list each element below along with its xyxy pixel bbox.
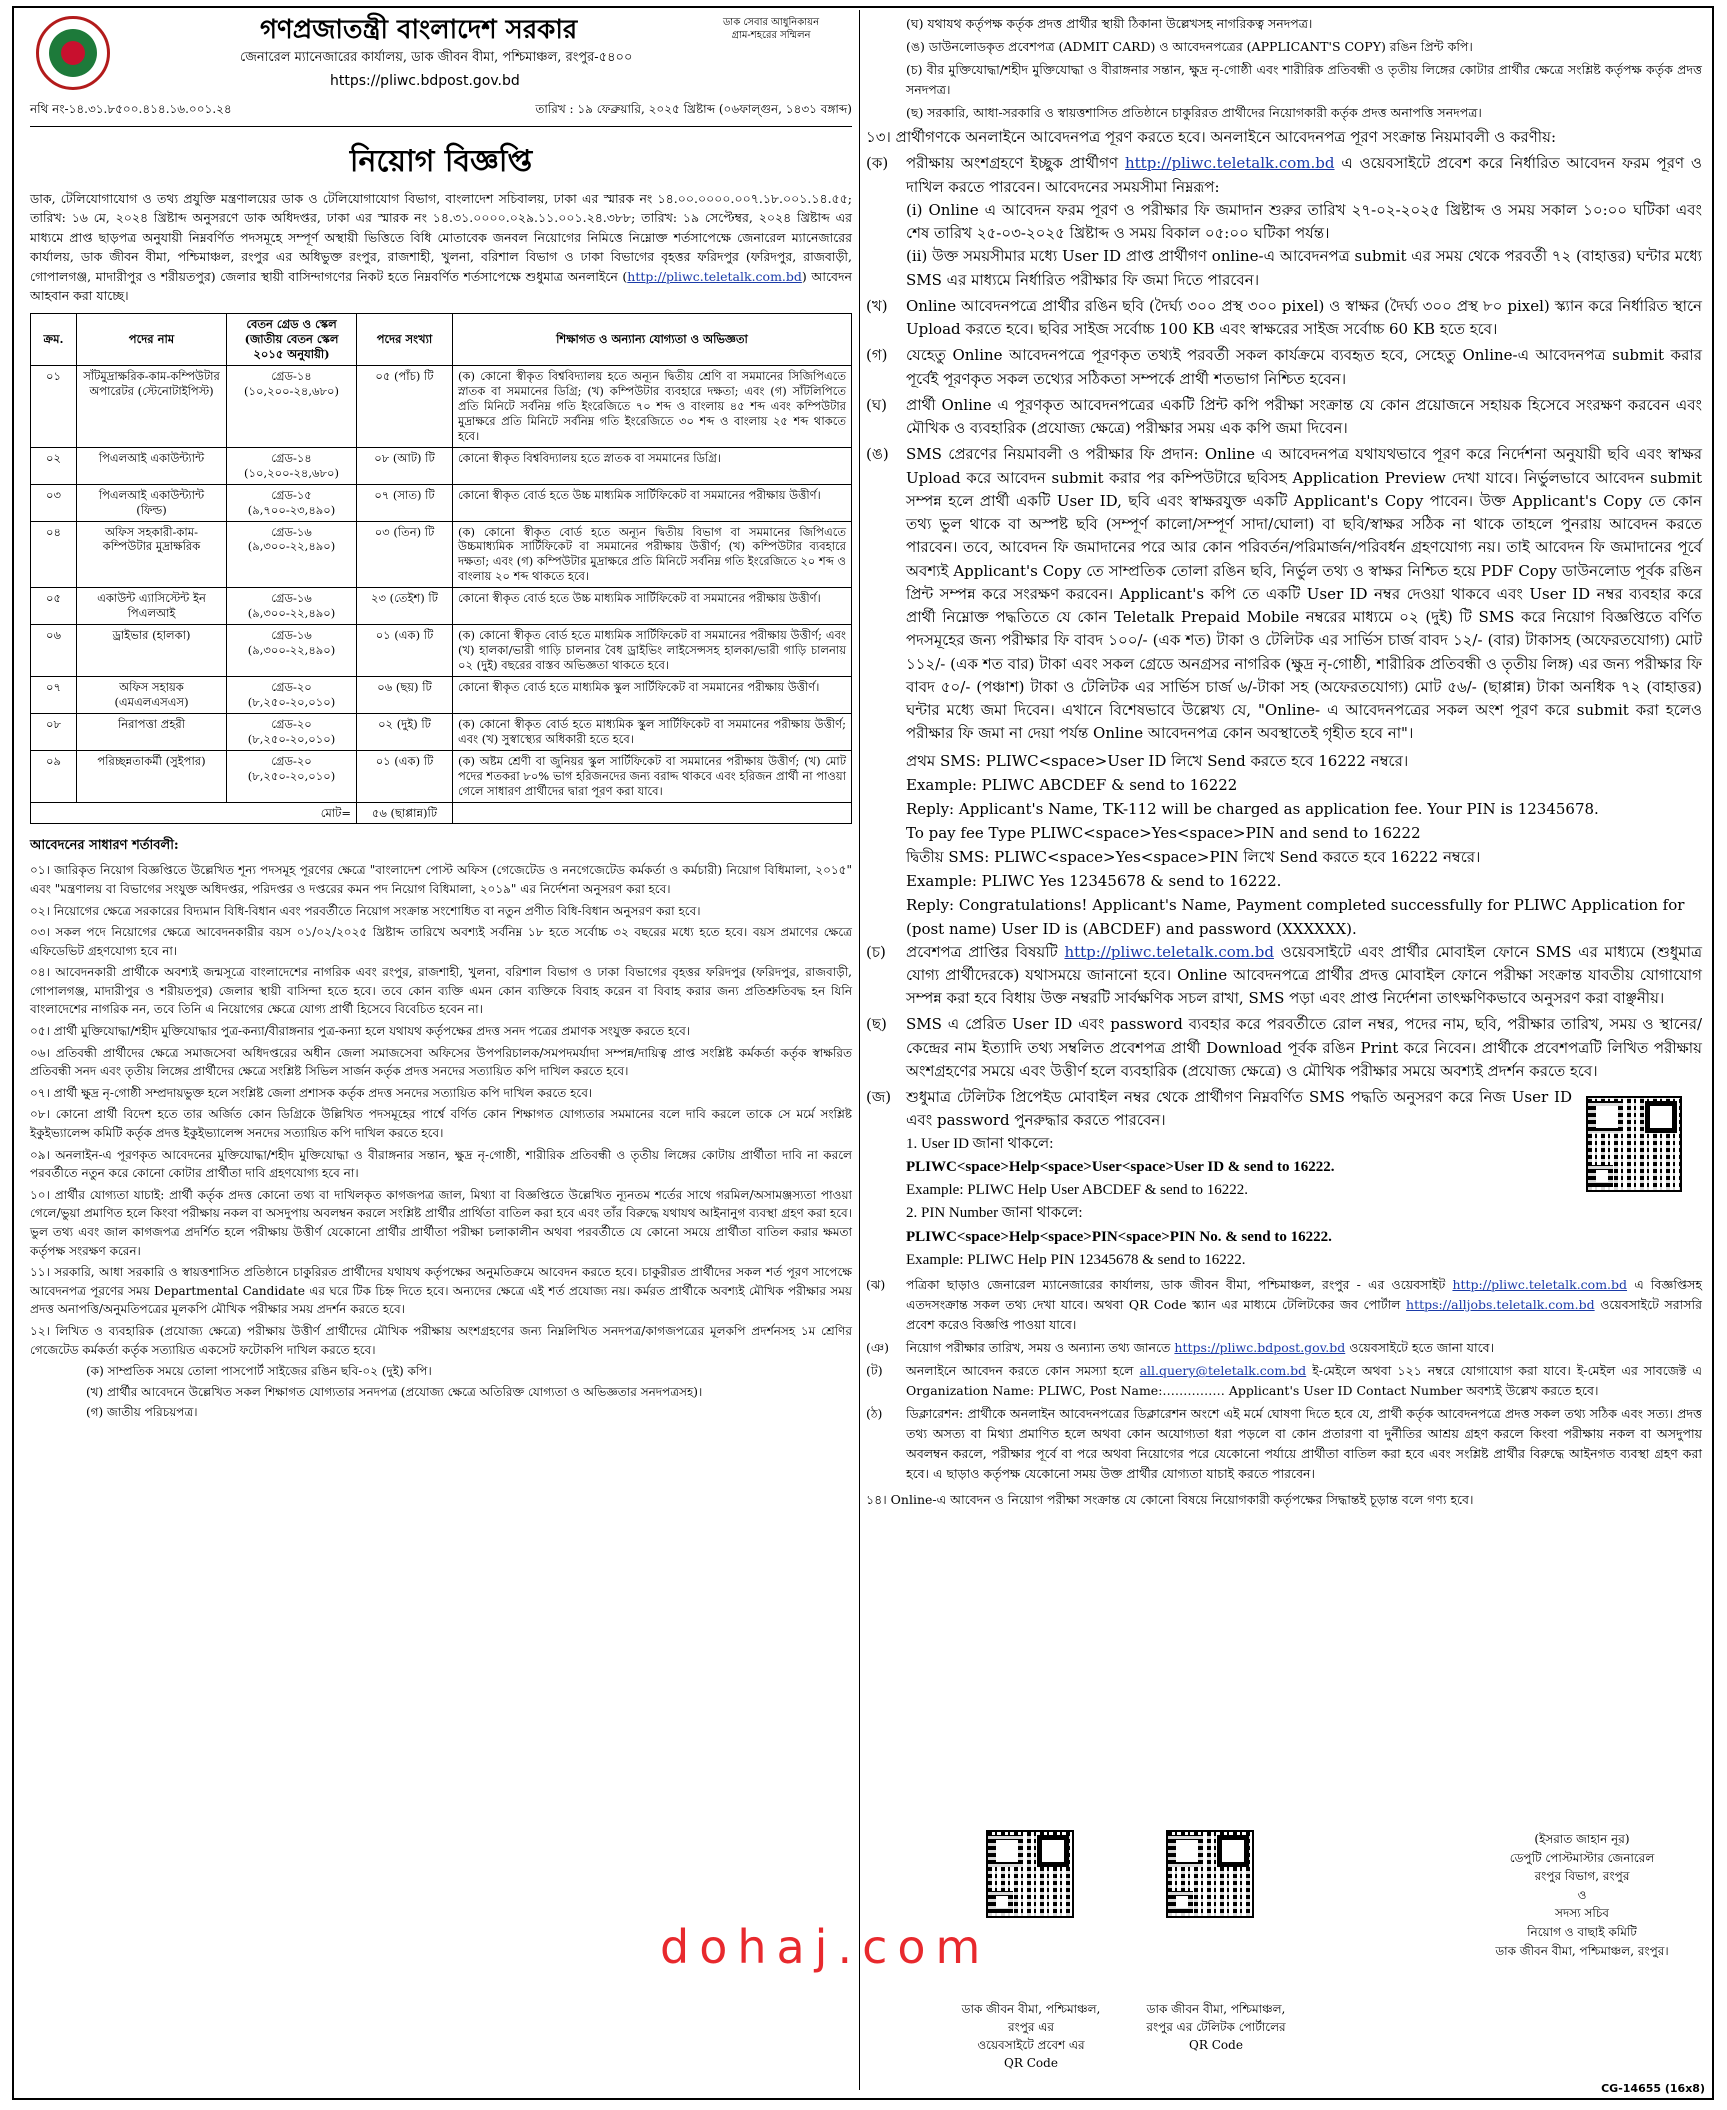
cell-qualification: (ক) কোনো স্বীকৃত বোর্ড হতে মাধ্যমিক স্কুল সার্টিফিকেট বা সমমানের পরীক্ষায় উত্তীর্ণ; এবং (খ) সুস্বাস্থ্যের অধিকারী হতে হবে। [453, 713, 852, 750]
document-item-text: (চ) বীর মুক্তিযোদ্ধা/শহীদ মুক্তিযোদ্ধা ও বীরাঙ্গনার সন্তান, ক্ষুদ্র নৃ-গোষ্ঠী এবং শারীরিক প্রতিবন্ধী ও তৃতীয় লিঙ্গের কোটার প্রার্থীর ক্ষেত্রে সংশ্লিষ্ট কর্তৃপক্ষ কর্তৃক প্রদত্ত সনদপত্র। [906, 62, 1702, 97]
clause-ta-text-2: ই-মেইলে অথবা ১২১ নম্বরে যোগাযোগ করা যাবে। ই-মেইল এর সাবজেক্ট এ Organization Name: PLIWC, Post Name:…………… Applicant's User ID Contact Number অবশ্যই উল্লেখ করতে হবে। [906, 1363, 1703, 1398]
condition-item: ০৮। কোনো প্রার্থী বিদেশ হতে তার অর্জিত কোন ডিগ্রিকে উল্লিখিত পদসমূহের পার্শ্বে বর্ণিত কোন শিক্ষাগত যোগ্যতার সমমানের বলে দাবি করলে তাকে সে মর্মে সংশ্লিষ্ট ইকুইভ্যালেন্স কমিটি কর্তৃক প্রদত্ত ইকুইভ্যালেন্স সনদের সত্যায়িত কপি দাখিল করতে হবে। [30, 1107, 852, 1141]
cell-post-count: ০২ (দুই) টি [357, 713, 453, 750]
document-list-continued [866, 14, 1702, 123]
pay-scale: (৯,৩০০-২২,৪৯০) [247, 606, 336, 621]
condition-item: ০৪। আবেদনকারী প্রার্থীকে অবশ্যই জন্মসূত্রে বাংলাদেশের নাগরিক এবং রংপুর, রাজশাহী, খুলনা, বরিশাল বিভাগ ও ঢাকা বিভাগের বৃহত্তর ফরিদপুর (ফরিদপুর, রাজবাড়ী, গোপালগঞ্জ, মাদারীপুর ও শরীয়তপুর) জেলার স্থায়ী বাসিন্দা হতে হবে। তবে কোন ব্যক্তি এমন কোন ব্যক্তিকে বিবাহ করেন বা বিবাহ করার জন্য প্রতিশ্রুতিবদ্ধ হন যিনি বাংলাদেশের নাগরিক নন, তবে তিনি এ নিয়োগের ক্ষেত্রে যোগ্য প্রার্থী হিসেবে বিবেচিত হবেন না। [30, 965, 852, 1017]
cell-grade [227, 588, 357, 625]
cell-post-name: নিরাপত্তা প্রহরী [77, 713, 227, 750]
cell-post-name: পিএলআই একাউন্ট্যান্ট [77, 447, 227, 484]
sms-line: Reply: Congratulations! Applicant's Name, Payment completed successfully for PLIWC Application for (post name) User ID is (ABCDEF) and password (XXXXXX). [906, 895, 1685, 938]
condition-item: ০৩। সকল পদে নিয়োগের ক্ষেত্রে আবেদনকারীর বয়স ০১/০২/২০২৫ খ্রিষ্টাব্দ তারিখে অবশ্যই সর্বনিম্ন ১৮ হতে সর্বোচ্চ ৩২ বছরের মধ্যে হতে হবে। বয়স প্রমাণের ক্ষেত্রে এফিডেভিট গ্রহণযোগ্য হবে না। [30, 925, 852, 958]
right-column [866, 14, 1702, 1513]
cell-grade [227, 366, 357, 448]
recovery-line: PLIWC<space>Help<space>PIN<space>PIN No. & send to 16222. [906, 1228, 1332, 1245]
cell-serial: ০৫ [31, 588, 77, 625]
document-item [866, 14, 1702, 34]
pay-scale: (৮,২৫০-২০,০১০) [247, 694, 336, 709]
clause-ta [866, 1361, 1702, 1401]
clause-chha [866, 1013, 1702, 1083]
qr-code-icon[interactable] [1586, 1096, 1682, 1192]
cell-serial: ০১ [31, 366, 77, 448]
clause-item [866, 344, 1702, 391]
caption-line: ডাক জীবন বীমা, পশ্চিমাঞ্চল, [961, 2002, 1101, 2016]
cell-grade [227, 676, 357, 713]
clause-key: (ট) [866, 1363, 883, 1378]
cell-post-count: ০৫ (পাঁচ) টি [357, 366, 453, 448]
document-item-text: (ঙ) ডাউনলোডকৃত প্রবেশপত্র (ADMIT CARD) ও আবেদনপত্রের (APPLICANT'S COPY) রঙিন প্রিন্ট কপি। [906, 39, 1473, 54]
pay-scale: (৯,৩০০-২২,৪৯০) [247, 539, 336, 554]
section-14-text: ১৪। Online-এ আবেদন ও নিয়োগ পরীক্ষা সংক্রান্ত যে কোনো বিষয়ে নিয়োগকারী কর্তৃপক্ষের সিদ্ধান্তই চূড়ান্ত বলে গণ্য হবে। [866, 1492, 1474, 1507]
clause-nio [866, 1338, 1702, 1358]
caption-line: QR Code [1004, 2056, 1058, 2070]
document-item [866, 37, 1702, 57]
signatory-conjunction: ও [1577, 1887, 1587, 1902]
qr-code-icon[interactable] [1166, 1830, 1254, 1918]
clause-text: SMS প্রেরণের নিয়মাবলী ও পরীক্ষার ফি প্রদান: Online এ আবেদনপত্র যথাযথভাবে পূরণ করে নির্দেশনা অনুযায়ী ছবি এবং স্বাক্ষর Upload করে আবেদন submit করার পর কম্পিউটারে ছবিসহ Application Preview দেখা যাবে। নির্ভুলভাবে আবেদন submit সম্পন্ন হলে প্রার্থী একটি User ID, ছবি এবং স্বাক্ষরযুক্ত একটি Applicant's Copy পাবেন। উক্ত Applicant's Copy তে কোন তথ্য ভুল থাকে বা অস্পষ্ট ছবি (সম্পূর্ণ কালো/সম্পূর্ণ সাদা/ঘোলা) বা ছবি/স্বাক্ষর সঠিক না থাকে তাহলে পুনরায় আবেদন করতে পারবেন। তবে, আবেদন ফি জমাদানের পরে আর কোন পরিবর্তন/পরিমার্জন/পরিবর্ধন গ্রহণযোগ্য নয়। তাই আবেদন ফি জমাদানের পূর্বে অবশ্যই Applicant's Copy তে সাম্প্রতিক তোলা রঙিন ছবি, নির্ভুল তথ্য ও স্বাক্ষর নিশ্চিত হয়ে PDF Copy ডাউনলোড পূর্বক রঙিন প্রিন্ট সম্পন্ন করে সংরক্ষণ করবেন। Applicant's কপি তে একটি User ID নম্বর দেওয়া থাকবে এবং User ID নম্বর ব্যবহার করে প্রার্থী নিম্নোক্ত পদ্ধতিতে যে কোন Teletalk Prepaid Mobile নম্বরের মাধ্যমে ০২ (দুই) টি SMS করে নিয়োগ বিজ্ঞপ্তিতে বর্ণিত পদসমূহের জন্য পরীক্ষার ফি বাবদ ১০০/- (এক শত) টাকা ও টেলিটক এর সার্ভিস চার্জ বাবদ ১২/- (বার) টাকাসহ (অফেরতযোগ্য) মোট ১১২/- (এক শত বার) টাকা এবং সকল গ্রেডে অনগ্রসর নাগরিক (ক্ষুদ্র নৃ-গোষ্ঠী, শারীরিক প্রতিবন্ধী ও তৃতীয় লিঙ্গ) এর জন্য পরীক্ষার ফি বাবদ ৫০/- (পঞ্চাশ) টাকা ও টেলিটক এর সার্ভিস চার্জ ৬/-টাকা সহ (অফেরতযোগ্য) মোট ৫৬/- (ছাপ্পান্ন) টাকা অনধিক ৭২ (বাহাত্তর) ঘন্টার মধ্যে জমা দিবেন। এখানে বিশেষভাবে উল্লেখ্য যে, "Online- এ আবেদনপত্রের সকল অংশ পূরণ করে submit করা হলেও পরীক্ষার ফি জমা না দেয়া পর্যন্ত Online আবেদনপত্র কোন অবস্থাতেই গৃহীত হবে না"। [906, 445, 1702, 743]
clause-key: (খ) [866, 296, 888, 315]
pay-scale: (৮,২৫০-২০,০১০) [247, 731, 336, 746]
total-value: ৫৬ (ছাপ্পান্ন)টি [357, 802, 453, 824]
cell-qualification: কোনো স্বীকৃত বোর্ড হতে উচ্চ মাধ্যমিক সার্টিফিকেট বা সমমানের পরীক্ষায় উত্তীর্ণ। [453, 484, 852, 521]
posts-table-body [31, 366, 852, 824]
qr-code-icon[interactable] [986, 1830, 1074, 1918]
caption-line: রংপুর এর টেলিটক পোর্টালের [1146, 2020, 1286, 2034]
clause-cha-link[interactable]: http://pliwc.teletalk.com.bd [1064, 942, 1274, 961]
grade-label: গ্রেড-১৪ [271, 369, 312, 384]
grade-label: গ্রেড-১৬ [271, 524, 312, 539]
table-row [31, 366, 852, 448]
cell-qualification: (ক) কোনো স্বীকৃত বোর্ড হতে মাধ্যমিক সার্টিফিকেট বা সমমানের পরীক্ষায় উত্তীর্ণ; এবং (খ) হালকা/ভারী গাড়ি চালনার বৈধ ড্রাইভিং লাইসেন্সসহ হালকা/ভারী গাড়ি চালনায় ০২ (দুই) বছরের বাস্তব অভিজ্ঞতা থাকতে হবে। [453, 625, 852, 677]
grade-label: গ্রেড-২০ [271, 753, 312, 768]
caption-line: রংপুর এর [1007, 2020, 1055, 2034]
clause-cha-text: প্রবেশপত্র প্রাপ্তির বিষয়টি [906, 942, 1058, 961]
col-header-post: পদের নাম [77, 314, 227, 366]
section-14 [866, 1490, 1702, 1510]
table-row [31, 676, 852, 713]
clause-jha [866, 1275, 1702, 1335]
general-conditions-title: আবেদনের সাধারণ শর্তাবলী: [30, 838, 179, 854]
clause-ka-apply-link[interactable]: http://pliwc.teletalk.com.bd [1124, 154, 1335, 173]
clause-nio-text-2: ওয়েবসাইটে হতে জানা যাবে। [1349, 1340, 1495, 1355]
cell-qualification: কোনো স্বীকৃত বোর্ড হতে মাধ্যমিক স্কুল সার্টিফিকেট বা সমমানের পরীক্ষায় উত্তীর্ণ। [453, 676, 852, 713]
grade-label: গ্রেড-১৬ [271, 628, 312, 643]
cell-post-count: ২৩ (তেইশ) টি [357, 588, 453, 625]
section-13-text: ১৩। প্রার্থীগণকে অনলাইনে আবেদনপত্র পূরণ করতে হবে। অনলাইনে আবেদনপত্র পূরণ সংক্রান্ত নিয়মাবলী ও করণীয়: [866, 128, 1556, 146]
sms-instructions [866, 749, 1702, 941]
section-13-heading [866, 126, 1702, 149]
general-conditions-list [30, 861, 852, 1359]
table-total-row [31, 802, 852, 824]
cell-serial: ০৪ [31, 521, 77, 588]
recovery-sms-lines [906, 1133, 1572, 1273]
clause-key: (ছ) [866, 1015, 887, 1034]
col-header-count: পদের সংখ্যা [357, 314, 453, 366]
slogan-box [696, 16, 846, 42]
grade-label: গ্রেড-২০ [271, 716, 312, 731]
pay-scale: (৮,২৫০-২০,০১০) [247, 768, 336, 783]
document-item [866, 60, 1702, 100]
clause-jha-link-1[interactable]: http://pliwc.teletalk.com.bd [1452, 1277, 1628, 1292]
table-row [31, 625, 852, 677]
cell-post-count: ০১ (এক) টি [357, 750, 453, 802]
clause-ka [866, 152, 1702, 292]
clause-nio-text: নিয়োগ পরীক্ষার তারিখ, সময় ও অন্যান্য তথ্য জানতে [906, 1340, 1171, 1355]
grade-label: গ্রেড-১৪ [271, 450, 312, 465]
recovery-line: Example: PLIWC Help User ABCDEF & send to 16222. [906, 1182, 1249, 1198]
clause-key: (ঙ) [866, 445, 889, 464]
table-row [31, 521, 852, 588]
cell-post-count: ০৩ (তিন) টি [357, 521, 453, 588]
cell-post-name: অফিস সহায়ক (এমএলএসএস) [77, 676, 227, 713]
clause-ka-text-2: এ ওয়েবসাইটে প্রবেশ করে নির্ধারিত আবেদন ফরম পূরণ ও দাখিল করতে পারবেন। আবেদনের সময়সীমা নিম্নরূপ: [906, 154, 1702, 196]
clause-key: (ঠ) [866, 1406, 883, 1421]
support-email-link[interactable]: all.query@teletalk.com.bd [1139, 1363, 1307, 1378]
column-divider [859, 10, 860, 2090]
clause-cha-text-2: ওয়েবসাইটে এবং প্রার্থীর মোবাইল ফোনে SMS এর মাধ্যমে (শুধুমাত্র যোগ্য প্রার্থীদেরকে) যথাসময়ে জানানো হবে। Online আবেদনপত্রে প্রার্থীর প্রদত্ত মোবাইল ফোনে পরীক্ষা সংক্রান্ত যাবতীয় যোগাযোগ সম্পন্ন করা হবে বিধায় উক্ত নম্বরটি সার্বক্ষণিক সচল রাখা, SMS পড়া এবং প্রাপ্ত নির্দেশনা তাৎক্ষণিকভাবে অনুসরণ করা বাঞ্ছনীয়। [906, 942, 1702, 1007]
cell-post-count: ০৭ (সাত) টি [357, 484, 453, 521]
caption-line: ডাক জীবন বীমা, পশ্চিমাঞ্চল, [1146, 2002, 1286, 2016]
recovery-line: PLIWC<space>Help<space>User<space>User ID & send to 16222. [906, 1158, 1335, 1175]
total-empty [453, 802, 852, 824]
recovery-intro: শুধুমাত্র টেলিটক প্রিপেইড মোবাইল নম্বর থেকে প্রার্থীগণ নিম্নবর্ণিত SMS পদ্ধতি অনুসরণ করে নিজ User ID এবং password পুনরুদ্ধার করতে পারবেন। [906, 1088, 1572, 1130]
watermark: dohaj.com [660, 1920, 991, 1974]
recovery-line: 1. User ID জানা থাকলে: [906, 1135, 1054, 1152]
clause-jha-text-2: এ বিজ্ঞপ্তিসহ এতদসংক্রান্ত সকল তথ্য দেখা যাবে। অথবা QR Code স্ক্যান এর মাধ্যমে টেলিটকের জব পোর্টাল [906, 1277, 1702, 1312]
pay-scale: (১০,২০০-২৪,৬৮০) [244, 384, 339, 398]
condition-item: ১২। লিখিত ও ব্যবহারিক (প্রযোজ্য ক্ষেত্রে) পরীক্ষায় উত্তীর্ণ প্রার্থীদের মৌখিক পরীক্ষায় অংশগ্রহণের জন্য নিম্নলিখিত সনদপত্র/কাগজপত্রের মূলকপি প্রদর্শনসহ ১ম শ্রেণির গেজেটেড কর্মকর্তা কর্তৃক সত্যায়িত একসেট ফটোকপি দাখিল করতে হবে। [30, 1323, 852, 1357]
document-item: (গ) জাতীয় পরিচয়পত্র। [86, 1405, 198, 1420]
sms-line: To pay fee Type PLIWC<space>Yes<space>PIN and send to 16222 [906, 823, 1421, 842]
cell-post-name: সাঁটমুদ্রাক্ষরিক-কাম-কম্পিউটার অপারেটর (স্টেনোটাইপিস্ট) [77, 366, 227, 448]
condition-item: ০৬। প্রতিবন্ধী প্রার্থীদের ক্ষেত্রে সমাজসেবা অধিদপ্তরের অধীন জেলা সমাজসেবা অফিসের উপপরিচালক/সমপদমর্যাদা সম্পন্ন/দায়িত্ব প্রাপ্ত সংশ্লিষ্ট কর্মকর্তা কর্তৃক স্বাক্ষরিত প্রতিবন্ধী সনদ এবং তৃতীয় লিঙ্গের প্রার্থীদের ক্ষেত্রে সংশ্লিষ্ট সিভিল সার্জন কর্তৃক প্রদত্ত সনদের সত্যায়িত কপি দাখিল করতে হবে। [30, 1045, 852, 1079]
pay-scale: (৯,৩০০-২২,৪৯০) [247, 643, 336, 658]
cell-post-name: পরিচ্ছন্নতাকর্মী (সুইপার) [77, 750, 227, 802]
intro-tail: ) আবেদন আহবান করা যাচ্ছে। [30, 268, 852, 303]
footer [866, 1830, 1702, 2090]
sms-line: Example: PLIWC ABCDEF & send to 16222 [906, 775, 1238, 794]
clause-text: যেহেতু Online আবেদনপত্রে পূরণকৃত তথ্যই পরবর্তী সকল কার্যক্রমে ব্যবহৃত হবে, সেহেতু Online-এ আবেদনপত্র submit করার পূর্বেই পূরণকৃত সকল তথ্যের সঠিকতা সম্পর্কে প্রার্থী শতভাগ নিশ্চিত হবেন। [906, 346, 1702, 388]
ad-code: CG-14655 (16x8) [1601, 2081, 1705, 2095]
grade-label: গ্রেড-১৫ [271, 487, 312, 502]
clause-key: (ঘ) [866, 395, 887, 414]
clause-key: (ঞ) [866, 1340, 889, 1355]
grade-label: গ্রেড-২০ [271, 679, 312, 694]
government-logo-icon [36, 16, 110, 90]
clause-chha-text: SMS এ প্রেরিত User ID এবং password ব্যবহার করে পরবর্তীতে রোল নম্বর, পদের নাম, ছবি, পরীক্ষার তারিখ, সময় ও স্থানের/কেন্দ্রের নাম ইত্যাদি তথ্য সম্বলিত প্রবেশপত্র প্রার্থী Download পূর্বক রঙিন Print করে নিবেন। প্রার্থীকে প্রবেশপত্রটি লিখিত পরীক্ষায় অংশগ্রহণের সময়ে এবং উত্তীর্ণ হলে ব্যবহারিক (প্রযোজ্য ক্ষেত্রে) ও মৌখিক পরীক্ষার সময়ে অবশ্যই প্রদর্শন করতে হবে। [906, 1015, 1702, 1080]
grade-label: গ্রেড-১৬ [271, 591, 312, 606]
sms-line: প্রথম SMS: PLIWC<space>User ID লিখে Send করতে হবে 16222 নম্বরে। [906, 751, 1409, 770]
signatory-organization: ডাক জীবন বীমা, পশ্চিমাঞ্চল, রংপুর। [1495, 1943, 1669, 1958]
caption-line: QR Code [1189, 2038, 1243, 2052]
document-item-text: (ঘ) যথাযথ কর্তৃপক্ষ কর্তৃক প্রদত্ত প্রার্থীর স্থায়ী ঠিকানা উল্লেখসহ নাগরিকত্ব সনদপত্র। [906, 16, 1313, 31]
col-header-qualification: শিক্ষাগত ও অন্যান্য যোগ্যতা ও অভিজ্ঞতা [453, 314, 852, 366]
signature-block [1482, 1830, 1682, 1960]
sms-line: দ্বিতীয় SMS: PLIWC<space>Yes<space>PIN লিখে Send করতে হবে 16222 নম্বরে। [906, 847, 1481, 866]
notice-title: নিয়োগ বিজ্ঞপ্তি [349, 144, 533, 179]
cell-post-count: ০১ (এক) টি [357, 625, 453, 677]
slogan-line-2: গ্রাম-শহরের সম্মিলন [731, 30, 811, 41]
cell-serial: ০৩ [31, 484, 77, 521]
clause-item [866, 295, 1702, 342]
cell-post-name: একাউন্ট এ্যাসিস্টেন্ট ইন পিএলআই [77, 588, 227, 625]
cell-grade [227, 750, 357, 802]
teletalk-qr-caption [1116, 2000, 1316, 2054]
clause-nio-link[interactable]: https://pliwc.bdpost.gov.bd [1174, 1340, 1346, 1355]
clause-jha-link-2[interactable]: https://alljobs.teletalk.com.bd [1406, 1297, 1595, 1312]
declaration-text: ডিক্লারেশন: প্রার্থীকে অনলাইন আবেদনপত্রের ডিক্লারেশন অংশে এই মর্মে ঘোষণা দিতে হবে যে, প্রার্থী কর্তৃক আবেদনপত্রে প্রদত্ত সকল তথ্য সঠিক এবং সত্য। প্রদত্ত তথ্য অসত্য বা মিথ্যা প্রমাণিত হলে অথবা কোন অযোগ্যতা ধরা পড়লে বা কোন প্রতারণা বা দুর্নীতির আশ্রয় গ্রহণ করলে কিংবা পরীক্ষায় নকল বা অসদুপায় অবলম্বন করলে, পরীক্ষার পূর্বে বা পরে অথবা নিয়োগের পরে যেকোনো পর্যায়ে প্রার্থীতা বাতিল করা হবে এবং সংশ্লিষ্ট প্রার্থীর বিরুদ্ধে আইনগত ব্যবস্থা গ্রহণ করা হবে। এ ছাড়াও কর্তৃপক্ষ যেকোনো সময় উক্ত প্রার্থীর যোগ্যতা যাচাই করতে পারবেন। [906, 1406, 1702, 1481]
clause-key [866, 60, 906, 100]
cell-serial: ০৬ [31, 625, 77, 677]
required-documents-list [30, 1362, 852, 1422]
clause-item [866, 394, 1702, 441]
clause-jha-text-3: ওয়েবসাইটে সরাসরি প্রবেশ করেও বিজ্ঞপ্তি পাওয়া যাবে। [906, 1297, 1702, 1332]
table-row [31, 713, 852, 750]
office-website[interactable]: https://pliwc.bdpost.gov.bd [330, 73, 520, 89]
cell-qualification: (ক) কোনো স্বীকৃত বিশ্ববিদ্যালয় হতে অন্যূন দ্বিতীয় শ্রেণি বা সমমানের সিজিপিএতে স্নাতক বা সমমানের ডিগ্রি; (খ) কম্পিউটার ব্যবহারে দক্ষতা; এবং (গ) সাঁটলিপিতে প্রতি মিনিটে সর্বনিম্ন গতি ইংরেজিতে ৭০ শব্দ ও বাংলায় ৪৫ শব্দ এবং কম্পিউটার মুদ্রাক্ষরে প্রতি মিনিটে সর্বনিম্ন গতি ইংরেজিতে ৩০ শব্দ ও বাংলায় ২৫ শব্দ থাকতে হবে। [453, 366, 852, 448]
cell-qualification: কোনো স্বীকৃত বিশ্ববিদ্যালয় হতে স্নাতক বা সমমানের ডিগ্রি। [453, 447, 852, 484]
cell-grade [227, 447, 357, 484]
letterhead [30, 14, 852, 134]
signatory-name: (ইসরাত জাহান নূর) [1534, 1832, 1630, 1846]
cell-post-name: ড্রাইভার (হালকা) [77, 625, 227, 677]
col-header-grade: বেতন গ্রেড ও স্কেল (জাতীয় বেতন স্কেল ২০১৫ অনুযায়ী) [227, 314, 357, 366]
cell-qualification: (ক) অষ্টম শ্রেণী বা জুনিয়র স্কুল সার্টিফিকেট বা সমমানের পরীক্ষায় উত্তীর্ণ; (খ) মোট পদের শতকরা ৮০% ভাগ হরিজনদের জন্য বরাদ্দ থাকবে এবং হরিজন প্রার্থী না পাওয়া গেলে সাধারণ প্রার্থীদের দ্বারা পূরণ করা যাবে। [453, 750, 852, 802]
clause-key: (জ) [866, 1088, 892, 1106]
condition-item: ১০। প্রার্থীর যোগ্যতা যাচাই: প্রার্থী কর্তৃক প্রদত্ত কোনো তথ্য বা দাখিলকৃত কাগজপত্র জাল, মিথ্যা বা বিজ্ঞপ্তিতে উল্লেখিত ন্যূনতম শর্তের সাথে গরমিল/অসামঞ্জস্যতা পাওয়া গেলে/ভুয়া প্রমাণিত হলে কিংবা পরীক্ষায় নকল বা অসদুপায় অবলম্বন করলে সংশ্লিষ্ট প্রার্থীর প্রার্থিতা বাতিল করা হবে এবং তাঁর বিরুদ্ধে যথাযথ আইনানুগ ব্যবস্থা গ্রহণ করা হবে। ভুল তথ্য এবং জাল কাগজপত্র প্রদর্শিত হলে পরীক্ষায় উত্তীর্ণ যেকোনো প্রার্থীর প্রার্থীতা পরীক্ষা চলাকালীন অথবা পরবর্তীতে যে কোনো সময়ে প্রার্থীতা বাতিল করার ক্ষমতা কর্তৃপক্ষ সংরক্ষণ করেন। [30, 1187, 852, 1258]
cell-grade [227, 521, 357, 588]
signatory-committee: নিয়োগ ও বাছাই কমিটি [1527, 1924, 1637, 1939]
document-item: (ক) সাম্প্রতিক সময়ে তোলা পাসপোর্ট সাইজের রঙিন ছবি-০২ (দুই) কপি। [86, 1364, 432, 1379]
caption-line: ওয়েবসাইটে প্রবেশ এর [977, 2038, 1085, 2052]
condition-item: ০৭। প্রার্থী ক্ষুদ্র নৃ-গোষ্ঠী সম্প্রদায়ভুক্ত হলে সংশ্লিষ্ট জেলা প্রশাসক কর্তৃক প্রদত্ত সনদের সত্যায়িত কপি দাখিল করতে হবে। [30, 1085, 593, 1100]
clause-text: Online আবেদনপত্রে প্রার্থীর রঙিন ছবি (দৈর্ঘ্য ৩০০ প্রস্থ ৩০০ pixel) ও স্বাক্ষর (দৈর্ঘ্য ৩০০ প্রস্থ ৮০ pixel) স্ক্যান করে নির্ধারিত স্থানে Upload করতে হবে। ছবির সাইজ সর্বোচ্চ 100 KB এবং স্বাক্ষরের সাইজ সর্বোচ্চ 60 KB হতে হবে। [906, 296, 1702, 338]
clause-ta-text: অনলাইনে আবেদন করতে কোন সমস্যা হলে [906, 1363, 1134, 1378]
fee-deadline: (ii) উক্ত সময়সীমার মধ্যে User ID প্রাপ্ত প্রার্থীগণ online-এ আবেদনপত্র submit এর সময় থেকে পরবর্তী ৭২ (বাহাত্তর) ঘন্টার মধ্যে SMS এর মাধ্যমে নির্ধারিত পরীক্ষার ফি জমা দিতে পারবেন। [906, 247, 1702, 289]
clause-ka-text: পরীক্ষায় অংশগ্রহণে ইচ্ছুক প্রার্থীগণ [906, 154, 1119, 173]
header-rule [30, 126, 852, 127]
condition-item: ০১। জারিকৃত নিয়োগ বিজ্ঞপ্তিতে উল্লেখিত শূন্য পদসমূহ পূরণের ক্ষেত্রে "বাংলাদেশ পোস্ট অফিস (গেজেটেড ও ননগেজেটেড কর্মকর্তা ও কর্মচারী) নিয়োগ বিধিমালা, ২০১৫" এবং "মন্ত্রণালয় বা বিভাগের সংযুক্ত অধিদপ্তর, পরিদপ্তর ও দপ্তরের কমন পদ নিয়োগ বিধিমালা, ২০১৯" এর নির্দেশনা অনুসরণ করা হবে। [30, 863, 852, 896]
clause-key: (চ) [866, 942, 886, 961]
notice-date: তারিখ : ১৯ ফেব্রুয়ারি, ২০২৫ খ্রিষ্টাব্দ (০৬ফাল্গুন, ১৪৩১ বঙ্গাব্দ) [535, 102, 852, 116]
government-title: গণপ্রজাতন্ত্রী বাংলাদেশ সরকার [260, 15, 578, 45]
pay-scale: (৯,৭০০-২৩,৪৯০) [247, 502, 336, 517]
clause-key [866, 14, 906, 34]
document-item [866, 103, 1702, 123]
table-row [31, 484, 852, 521]
clause-tha [866, 1404, 1702, 1484]
cell-serial: ০৭ [31, 676, 77, 713]
table-row [31, 750, 852, 802]
sms-line: Reply: Applicant's Name, TK-112 will be charged as application fee. Your PIN is 12345678. [906, 799, 1599, 818]
signatory-title: ডেপুটি পোস্টমাস্টার জেনারেল [1509, 1850, 1655, 1865]
cell-post-count: ০৮ (আট) টি [357, 447, 453, 484]
cell-qualification: কোনো স্বীকৃত বোর্ড হতে উচ্চ মাধ্যমিক সার্টিফিকেট বা সমমানের পরীক্ষায় উত্তীর্ণ। [453, 588, 852, 625]
cell-post-name: অফিস সহকারী-কাম-কম্পিউটার মুদ্রাক্ষরিক [77, 521, 227, 588]
memo-number: নথি নং-১৪.৩১.৮৫০০.৪১৪.১৬.০০১.২৪ [30, 102, 232, 116]
cell-qualification: (ক) কোনো স্বীকৃত বোর্ড হতে অন্যূন দ্বিতীয় বিভাগ বা সমমানের জিপিএতে উচ্চমাধ্যমিক সার্টিফিকেট বা সমমানের পরীক্ষায় উত্তীর্ণ; (খ) কম্পিউটার ব্যবহারে দক্ষতা; এবং (গ) কম্পিউটার মুদ্রাক্ষরে প্রতি মিনিটে সর্বনিম্ন গতি ইংরেজিতে ২০ শব্দ ও বাংলায় ২০ শব্দ থাকতে হবে। [453, 521, 852, 588]
cell-post-name: পিএলআই একাউন্ট্যান্ট (ফিল্ড) [77, 484, 227, 521]
online-application-clauses [866, 295, 1702, 746]
cell-post-count: ০৬ (ছয়) টি [357, 676, 453, 713]
cell-grade [227, 713, 357, 750]
cell-serial: ০২ [31, 447, 77, 484]
document-item-text: (ছ) সরকারি, আধা-সরকারি ও স্বায়ত্তশাসিত প্রতিষ্ঠানে চাকুরিরত প্রার্থীদের নিয়োগকারী কর্তৃক প্রদত্ত অনাপত্তি সনদপত্র। [906, 105, 1482, 120]
clause-key: (গ) [866, 346, 888, 365]
clause-key [866, 37, 906, 57]
clause-key: (ক) [866, 154, 889, 173]
pay-scale: (১০,২০০-২৪,৬৮০) [244, 465, 339, 480]
condition-item: ০৫। প্রার্থী মুক্তিযোদ্ধা/শহীদ মুক্তিযোদ্ধার পুত্র-কন্যা/বীরাঙ্গনার পুত্র-কন্যা হলে যথাযথ কর্তৃপক্ষের প্রদত্ত সনদ পত্রের প্রমাণক সংযুক্ত করতে হবে। [30, 1024, 691, 1039]
intro-paragraph [30, 189, 852, 305]
clause-text: প্রার্থী Online এ পূরণকৃত আবেদনপত্রের একটি প্রিন্ট কপি পরীক্ষা সংক্রান্ত যে কোন প্রয়োজনে সহায়ক হিসেবে সংরক্ষণ করবেন এবং মৌখিক ও ব্যবহারিক (প্রযোজ্য ক্ষেত্রে) পরীক্ষার সময় এক কপি জমা দিবেন। [906, 395, 1702, 437]
sms-line: Example: PLIWC Yes 12345678 & send to 16222. [906, 871, 1282, 890]
condition-item: ০৯। অনলাইন-এ পূরণকৃত আবেদনের মুক্তিযোদ্ধা/শহীদ মুক্তিযোদ্ধা ও বীরাঙ্গনার সন্তান, ক্ষুদ্র নৃ-গোষ্ঠী, শারীরিক প্রতিবন্ধী ও তৃতীয় লিঙ্গের কোটায় প্রার্থীতা দাবি না করলে পরবর্তীতে নতুন করে কোনো কোটার প্রার্থীতা দাবি গ্রহণযোগ্য হবে না। [30, 1147, 852, 1181]
total-label: মোট= [31, 802, 357, 824]
condition-item: ১১। সরকারি, আধা সরকারি ও স্বায়ত্তশাসিত প্রতিষ্ঠানে চাকুরিরত প্রার্থীদের যথাযথ কর্তৃপক্ষের অনুমতিক্রমে আবেদন করতে হবে। চাকুরীরত প্রার্থীদের সকল শর্ত পূরণ সাপেক্ষে আবেদনপত্র পূরণের সময় Departmental Candidate এর ঘরে টিক চিহ্ন দিতে হবে। অন্যদের ক্ষেত্রে এই শর্ত প্রযোজ্য নয়। কর্মরত প্রার্থীকে অবশ্যই মৌখিক পরীক্ষার সময় প্রদত্ত অনাপত্তি/অনুমতিপত্রের মূলকপি মৌখিক পরীক্ষার সময় প্রদর্শন করতে হবে। [30, 1265, 852, 1317]
clause-key [866, 103, 906, 123]
condition-item: ০২। নিয়োগের ক্ষেত্রে সরকারের বিদ্যমান বিধি-বিধান এবং পরবর্তীতে নিয়োগ সংক্রান্ত সংশোধিত বা নতুন প্রণীত বিধি-বিধান অনুসরণ করা হবে। [30, 903, 701, 918]
document-item: (খ) প্রার্থীর আবেদনে উল্লেখিত সকল শিক্ষাগত যোগ্যতার সনদপত্র (প্রযোজ্য ক্ষেত্রে অতিরিক্ত যোগ্যতা ও অভিজ্ঞতার সনদপত্রসহ)। [86, 1384, 703, 1399]
slogan-line-1: ডাক সেবার আধুনিকায়ন [722, 17, 820, 28]
left-column [30, 14, 852, 1424]
recovery-line: Example: PLIWC Help PIN 12345678 & send to 16222. [906, 1251, 1246, 1268]
table-row [31, 447, 852, 484]
cell-grade [227, 484, 357, 521]
office-address: জেনারেল ম্যানেজারের কার্যালয়, ডাক জীবন বীমা, পশ্চিমাঞ্চল, রংপুর-৫৪০০ [240, 50, 633, 65]
application-window: (i) Online এ আবেদন ফরম পূরণ ও পরীক্ষার ফি জমাদান শুরুর তারিখ ২৭-০২-২০২৫ খ্রিষ্টাব্দ ও সময় সকাল ১০:০০ ঘটিকা এবং শেষ তারিখ ২৫-০৩-২০২৫ খ্রিষ্টাব্দ ও সময় বিকাল ০৫:০০ ঘটিকা পর্যন্ত। [906, 200, 1702, 242]
clause-item [866, 443, 1702, 745]
table-row [31, 588, 852, 625]
clause-ja [866, 1086, 1702, 1272]
clause-cha [866, 941, 1702, 1011]
recovery-line: 2. PIN Number জানা থাকলে: [906, 1205, 1083, 1222]
website-qr-caption [936, 2000, 1126, 2072]
cell-serial: ০৮ [31, 713, 77, 750]
intro-text: ডাক, টেলিযোগাযোগ ও তথ্য প্রযুক্তি মন্ত্রণালয়ের ডাক ও টেলিযোগাযোগ বিভাগ, বাংলাদেশ সচিবালয়, ঢাকা এর স্মারক নং ১৪.০০.০০০০.০০৭.১৮.০০১.১৪.৫৫; তারিখ: ১৬ মে, ২০২৪ খ্রিষ্টাব্দ অনুসরণে ডাক অধিদপ্তর, ঢাকা এর স্মারক নং ১৪.৩১.০০০০.০২৯.১১.০০১.২৪.৩৮৮; তারিখ: ১৯ সেপ্টেম্বর, ২০২৪ খ্রিষ্টাব্দ এর মাধ্যমে প্রাপ্ত ছাড়পত্র অনুযায়ী নিম্নবর্ণিত পদসমূহে সম্পূর্ণ অস্থায়ী ভিত্তিতে বিধি মোতাবেক জনবল নিয়োগের নিমিত্তে নিম্নোক্ত শর্তসাপেক্ষে জেনারেল ম্যানেজারের কার্যালয়, ডাক জীবন বীমা, পশ্চিমাঞ্চল, রংপুর এর অধিভুক্ত রংপুর, রাজশাহী, খুলনা, বরিশাল বিভাগ ও ঢাকা বিভাগের বৃহত্তর ফরিদপুর (ফরিদপুর, রাজবাড়ী, গোপালগঞ্জ, মাদারীপুর ও শরীয়তপুর) জেলার স্থায়ী বাসিন্দাগণের নিকট হতে নিম্নবর্ণিত শর্তসাপেক্ষে শুধুমাত্র অনলাইনে ( [30, 191, 852, 284]
signatory-office: রংপুর বিভাগ, রংপুর [1534, 1869, 1630, 1884]
signatory-role: সদস্য সচিব [1555, 1906, 1609, 1921]
clause-jha-text: পত্রিকা ছাড়াও জেনারেল ম্যানেজারের কার্যালয়, ডাক জীবন বীমা, পশ্চিমাঞ্চল, রংপুর - এর ওয়েবসাইট [906, 1277, 1446, 1292]
cell-serial: ০৯ [31, 750, 77, 802]
clause-key: (ঝ) [866, 1277, 886, 1292]
posts-table [30, 313, 852, 824]
col-header-serial: ক্রম. [31, 314, 77, 366]
cell-grade [227, 625, 357, 677]
table-header-row [31, 314, 852, 366]
reference-row [30, 102, 852, 118]
intro-apply-link[interactable]: http://pliwc.teletalk.com.bd [627, 268, 802, 284]
